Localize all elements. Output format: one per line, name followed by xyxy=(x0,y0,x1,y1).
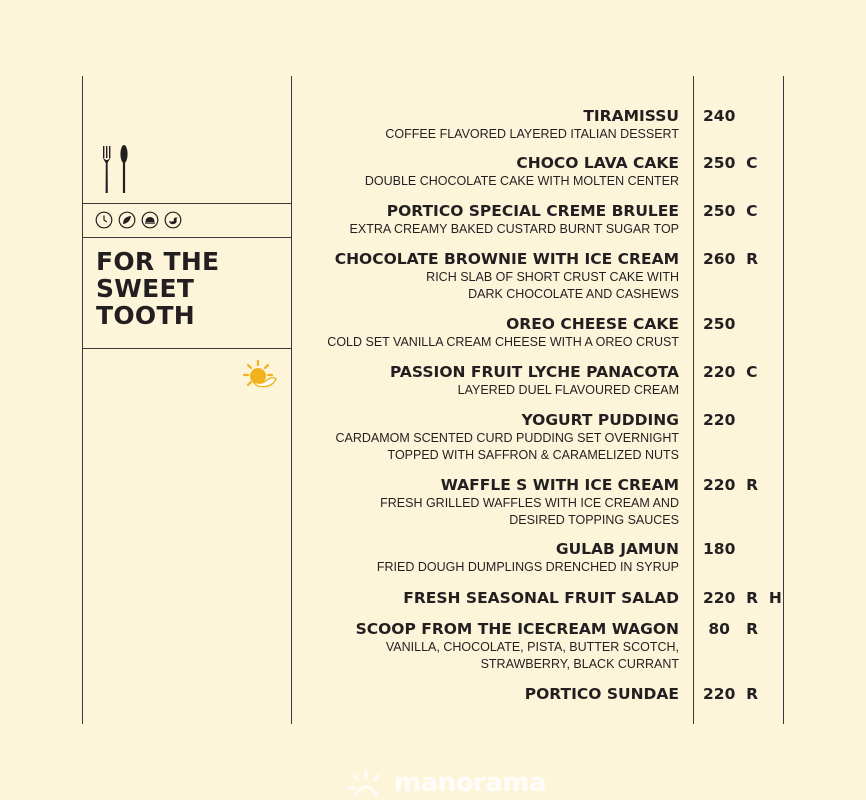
menu-item xyxy=(279,411,679,463)
frame-line-price xyxy=(693,76,694,724)
item-name: GULAB JAMUN xyxy=(555,540,679,558)
item-name: CHOCO LAVA CAKE xyxy=(516,154,679,172)
menu-item xyxy=(279,250,679,302)
menu-item xyxy=(279,202,679,238)
sun-icon xyxy=(243,359,277,391)
item-desc: LAYERED DUEL FLAVOURED CREAM xyxy=(457,383,679,397)
menu-item xyxy=(279,620,679,672)
item-price: 220 R xyxy=(703,685,759,703)
item-price: 220 R xyxy=(703,476,759,494)
item-name: PORTICO SPECIAL CREME BRULEE xyxy=(386,202,679,220)
menu-item xyxy=(279,685,679,704)
menu-item xyxy=(279,154,679,190)
divider-top xyxy=(82,203,291,204)
menu-item xyxy=(279,107,679,143)
item-name: WAFFLE S WITH ICE CREAM xyxy=(440,476,679,494)
item-price: 260 R xyxy=(703,250,759,268)
item-name: PASSION FRUIT LYCHE PANACOTA xyxy=(389,363,679,381)
item-price: 180 xyxy=(703,540,736,558)
cloche-icon xyxy=(141,211,159,229)
divider-icons xyxy=(82,237,291,238)
watermark-text: manorama xyxy=(394,768,547,798)
item-desc-line2: DARK CHOCOLATE AND CASHEWS xyxy=(468,286,679,301)
item-price: 220 R H xyxy=(703,589,782,607)
item-desc-line2: DESIRED TOPPING SAUCES xyxy=(509,512,679,527)
item-desc: EXTRA CREAMY BAKED CUSTARD BURNT SUGAR TOP xyxy=(349,222,679,236)
section-title: FOR THE SWEET TOOTH xyxy=(96,247,220,330)
menu-item xyxy=(279,476,679,528)
item-price: 220 C xyxy=(703,363,758,381)
item-price: 250 xyxy=(703,315,736,333)
item-desc: COLD SET VANILLA CREAM CHEESE WITH A OREO CRUST xyxy=(327,335,679,349)
item-desc: FRIED DOUGH DUMPLINGS DRENCHED IN SYRUP xyxy=(376,560,679,574)
watermark-logo-icon xyxy=(346,768,386,798)
item-desc: RICH SLAB OF SHORT CRUST CAKE WITH xyxy=(426,270,679,284)
item-desc-line2: TOPPED WITH SAFFRON & CARAMELIZED NUTS xyxy=(387,447,679,462)
watermark xyxy=(346,768,546,798)
icon-row xyxy=(95,211,182,229)
menu-item xyxy=(279,589,679,608)
item-desc: DOUBLE CHOCOLATE CAKE WITH MOLTEN CENTER xyxy=(364,174,679,188)
item-price: 80 R xyxy=(703,620,759,638)
frame-line-right xyxy=(783,76,784,724)
menu-item xyxy=(279,315,679,351)
item-name: SCOOP FROM THE ICECREAM WAGON xyxy=(355,620,679,638)
menu-item xyxy=(279,363,679,399)
cutlery-icon xyxy=(100,143,130,195)
item-name: YOGURT PUDDING xyxy=(521,411,679,429)
leaf-icon xyxy=(118,211,136,229)
item-name: CHOCOLATE BROWNIE WITH ICE CREAM xyxy=(334,250,679,268)
item-desc: CARDAMOM SCENTED CURD PUDDING SET OVERNIGHT xyxy=(335,431,679,445)
item-name: PORTICO SUNDAE xyxy=(524,685,679,703)
item-name: OREO CHEESE CAKE xyxy=(506,315,679,333)
item-price: 240 xyxy=(703,107,736,125)
item-desc: VANILLA, CHOCOLATE, PISTA, BUTTER SCOTCH, xyxy=(385,640,679,654)
item-desc: COFFEE FLAVORED LAYERED ITALIAN DESSERT xyxy=(385,127,679,141)
menu-item xyxy=(279,540,679,576)
item-name: TIRAMISSU xyxy=(583,107,679,125)
chicken-icon xyxy=(164,211,182,229)
item-price: 250 C xyxy=(703,154,758,172)
item-desc: FRESH GRILLED WAFFLES WITH ICE CREAM AND xyxy=(380,496,679,510)
item-price: 220 xyxy=(703,411,736,429)
item-desc-line2: STRAWBERRY, BLACK CURRANT xyxy=(480,656,679,671)
divider-title xyxy=(82,348,291,349)
item-price: 250 C xyxy=(703,202,758,220)
item-name: FRESH SEASONAL FRUIT SALAD xyxy=(403,589,679,607)
frame-line-left xyxy=(82,76,83,724)
clock-icon xyxy=(95,211,113,229)
